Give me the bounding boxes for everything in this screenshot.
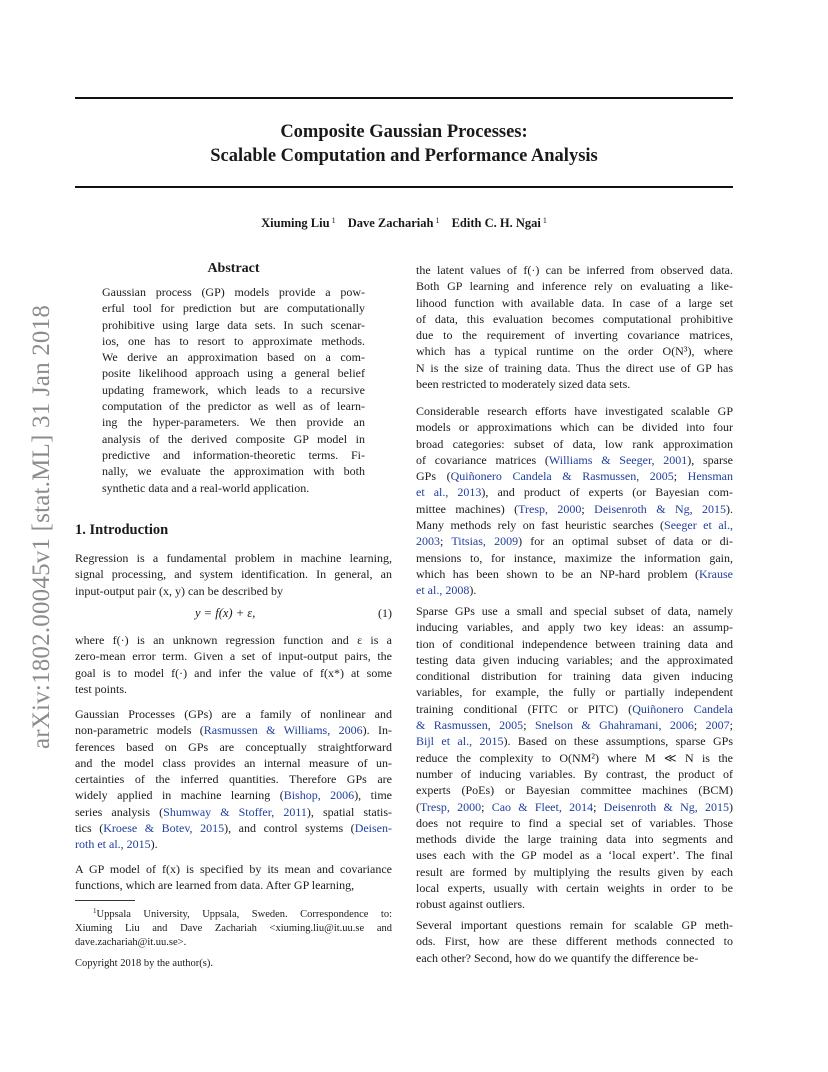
text-line: does not require to find a special set of variables. Those: [416, 815, 733, 830]
citation-link[interactable]: Shumway & Stoffer, 2011: [163, 804, 307, 819]
citation-link[interactable]: & Rasmussen, 2005: [416, 718, 524, 733]
text-line: mensions to, for instance, maximize the information gain,: [416, 550, 733, 565]
citation-link[interactable]: 2003: [416, 534, 440, 549]
text-line: Several important questions remain for scalable GP meth-: [416, 918, 733, 932]
text-line: functions, which are learned from data. After GP learning,: [75, 878, 355, 893]
paper-title: [75, 120, 733, 168]
text-line: conditional distribution for training data given inducing: [416, 669, 733, 684]
text-line: non-parametric models (Rasmussen & Williams, 2006). In-: [75, 723, 392, 738]
text-line: which has a typical runtime on the order O(N³), where: [416, 344, 733, 359]
text-line: broad categories: subset of data, low rank approximation: [416, 436, 733, 451]
right-paragraph-2: [416, 403, 733, 599]
text-line: result are formed by multiplying the results given by each: [416, 864, 733, 879]
text-line: robust against outliers.: [416, 897, 525, 912]
text-line: synthetic data and a real-world application.: [102, 480, 310, 495]
citation-link[interactable]: Bishop, 2006: [283, 788, 355, 803]
text-line: Many methods rely on fast heuristic searches (Seeger et al.,: [416, 518, 733, 533]
author: [261, 216, 344, 230]
text-line: training conditional (FITC or PITC) (Quiñonero Candela: [416, 701, 734, 716]
abstract-body: [102, 284, 365, 496]
citation-link[interactable]: Tresp, 2000: [518, 501, 582, 516]
right-paragraph-1: [416, 262, 733, 392]
citation-link[interactable]: Snelson & Ghahramani, 2006: [534, 718, 694, 733]
text-line: ferences based on GPs are conceptually straightforward: [75, 739, 392, 754]
text-line: 2003; Titsias, 2009) for an optimal subset of data or di-: [416, 534, 733, 549]
text-line: of data, this evaluation becomes computational prohibitive: [416, 311, 733, 326]
footnote-line: dave.zachariah@it.uu.se>.: [75, 937, 187, 948]
text-line: uses each with the GP model as a ‘local expert’. The final: [416, 848, 733, 863]
copyright-notice: Copyright 2018 by the author(s).: [75, 958, 213, 969]
text-line: A GP model of f(x) is specified by its mean and covariance: [75, 862, 392, 876]
text-line: reduce the complexity to O(NM²) where M ≪ N is the: [416, 750, 733, 765]
text-line: tics (Kroese & Botev, 2015), and control systems (Deisen-: [75, 821, 393, 836]
text-line: models or approximations which can be divided into four: [416, 420, 733, 435]
text-line: variables, for example, the fully or partially independent: [416, 685, 733, 700]
author-name: Xiuming Liu: [261, 216, 330, 230]
text-line: where f(·) is an unknown regression function and ε is a: [75, 633, 392, 647]
text-line: inducing variables, and apply two key ideas: an assump-: [416, 620, 733, 635]
right-paragraph-4: [416, 917, 733, 966]
footnote-line: Xiuming Liu and Dave Zachariah <xiuming.liu@it.uu.se and: [75, 923, 392, 934]
intro-paragraph-4: [75, 861, 392, 894]
citation-link[interactable]: 2007: [705, 718, 730, 733]
footnote-rule: [75, 900, 135, 901]
citation-link[interactable]: roth et al., 2015: [75, 837, 151, 852]
text-line: Both GP learning and inference rely on evaluating a like-: [416, 279, 733, 294]
text-line: et al., 2013), and product of experts (or Bayesian com-: [416, 485, 733, 500]
text-line: erful tool for prediction but are computationally: [102, 301, 365, 316]
text-line: ods. First, how are these different methods connected to: [416, 934, 733, 949]
text-line: We derive an approximation based on a com-: [102, 350, 365, 365]
right-paragraph-3: [416, 603, 733, 913]
citation-link[interactable]: Deisenroth & Ng, 2015: [594, 501, 727, 516]
text-line: lihood function with available data. In case of a large set: [416, 295, 733, 310]
citation-link[interactable]: Titsias, 2009: [451, 534, 519, 549]
text-line: zero-mean error term. Given a set of input-output pairs, the: [75, 649, 392, 664]
text-line: & Rasmussen, 2005; Snelson & Ghahramani, 2006; 2007;: [416, 718, 733, 733]
text-line: certainties of the inferred quantities. Therefore GPs are: [75, 772, 392, 787]
text-line: methods divide the large training data into segments and: [416, 832, 733, 847]
text-line: ios, one has to resort to approximate methods.: [102, 333, 365, 348]
footnote: [75, 904, 392, 950]
text-line: mittee machines) (Tresp, 2000; Deisenroth & Ng, 2015).: [416, 501, 734, 516]
intro-paragraph-1: [75, 550, 392, 599]
citation-link[interactable]: Krause: [699, 566, 733, 581]
text-line: updating framework, which leads to a recursive: [102, 382, 365, 397]
abstract-heading: Abstract: [207, 261, 260, 276]
text-line: local experts, usually with certain weights in order to be: [416, 881, 733, 896]
text-line: test points.: [75, 681, 128, 696]
citation-link[interactable]: Tresp, 2000: [420, 799, 482, 814]
text-line: predictive and information-theoretic terms. Fi-: [102, 447, 365, 462]
text-line: goal is to model f(·) and infer the value of f(x*) at some: [75, 665, 392, 680]
citation-link[interactable]: Bijl et al., 2015: [416, 734, 504, 749]
text-line: experts (PoEs) or Bayesian committee machines (BCM): [416, 783, 733, 798]
author-affiliation-marker: 1: [435, 216, 440, 225]
text-line: due to the requirement of inverting covariance matrices,: [416, 328, 733, 343]
text-line: Gaussian Processes (GPs) are a family of nonlinear and: [75, 707, 392, 721]
text-line: posite likelihood approach using a general belief: [102, 366, 365, 381]
text-line: tion of conditional independence between training data and: [416, 636, 733, 651]
citation-link[interactable]: Hensman: [687, 469, 733, 484]
author: [348, 216, 449, 230]
citation-link[interactable]: et al., 2008: [416, 583, 470, 598]
citation-link[interactable]: Cao & Fleet, 2014: [491, 799, 594, 814]
text-line: roth et al., 2015).: [75, 837, 158, 852]
intro-paragraph-3: [75, 706, 392, 853]
citation-link[interactable]: Kroese & Botev, 2015: [103, 821, 225, 836]
text-line: N is the size of training data. Thus the direct use of GP has: [416, 360, 733, 375]
text-line: been restricted to moderately sized data sets.: [416, 377, 631, 392]
title-bottom-rule: [75, 186, 733, 188]
intro-paragraph-2: [75, 632, 392, 697]
citation-link[interactable]: Seeger et al.,: [664, 518, 733, 533]
author-name: Dave Zachariah: [347, 216, 434, 230]
text-line: the latent values of f(·) can be inferred from observed data.: [416, 263, 733, 277]
section-heading-introduction: 1. Introduction: [75, 522, 169, 538]
text-line: et al., 2008).: [416, 583, 477, 598]
author-name: Edith C. H. Ngai: [451, 216, 541, 230]
text-line: signal processing, and system identification. In general, an: [75, 567, 392, 582]
citation-link[interactable]: Deisen-: [354, 821, 393, 836]
citation-link[interactable]: Deisenroth & Ng, 2015: [603, 799, 730, 814]
text-line: Sparse GPs use a small and special subset of data, namely: [416, 604, 733, 618]
text-line: nally, we evaluate the approximation with both: [102, 464, 365, 479]
text-line: series analysis (Shumway & Stoffer, 2011), spatial statis-: [75, 804, 393, 819]
text-line: (Tresp, 2000; Cao & Fleet, 2014; Deisenroth & Ng, 2015): [416, 799, 734, 814]
author-affiliation-marker: 1: [331, 216, 336, 225]
text-line: widely applied in machine learning (Bishop, 2006), time: [75, 788, 392, 803]
citation-link[interactable]: Williams & Seeger, 2001: [548, 452, 688, 467]
text-line: prohibitive using large data sets. In such scenar-: [102, 317, 365, 332]
text-line: and the model class provides an internal measure of un-: [75, 755, 392, 770]
text-line: of covariance matrices (Williams & Seeger, 2001), sparse: [416, 452, 734, 467]
text-line: number of inducing variables. By contrast, the product of: [416, 766, 733, 781]
text-line: ing the hyper-parameters. We then provide an: [102, 415, 365, 430]
text-line: Bijl et al., 2015). Based on these assumptions, sparse GPs: [416, 734, 733, 749]
text-line: input-output pair (x, y) can be described by: [75, 583, 283, 598]
text-line: Regression is a fundamental problem in machine learning,: [75, 551, 392, 565]
text-line: analysis of the derived composite GP model in: [102, 431, 365, 446]
text-line: Considerable research efforts have investigated scalable GP: [416, 404, 733, 418]
author-list: [75, 216, 733, 231]
citation-link[interactable]: Quiñonero Candela & Rasmussen, 2005: [450, 469, 674, 484]
author: [452, 216, 547, 230]
text-line: testing data given inducing variables; and the approximated: [416, 652, 733, 667]
citation-link[interactable]: Quiñonero Candela: [632, 701, 734, 716]
text-line: each other? Second, how do we quantify the difference be-: [416, 950, 699, 965]
citation-link[interactable]: Rasmussen & Williams, 2006: [203, 723, 363, 738]
citation-link[interactable]: et al., 2013: [416, 485, 482, 500]
top-rule: [75, 97, 733, 99]
title-line-2: Scalable Computation and Performance Analysis: [210, 146, 598, 166]
text-line: which has been shown to be an NP-hard problem (Krause: [416, 566, 733, 581]
text-line: Gaussian process (GP) models provide a pow-: [102, 285, 365, 299]
text-line: computation of the predictor as well as of learn-: [102, 399, 365, 414]
footnote-line: $^1$Uppsala University, Uppsala, Sweden. Correspondence to:: [93, 907, 392, 920]
text-line: GPs (Quiñonero Candela & Rasmussen, 2005; Hensman: [416, 469, 733, 484]
title-line-1: Composite Gaussian Processes:: [280, 122, 528, 142]
arxiv-identifier: arXiv:1802.00045v1 [stat.ML] 31 Jan 2018: [28, 304, 55, 750]
equation-number: (1): [378, 606, 392, 620]
equation-body: y = f(x) + ε,: [195, 606, 256, 620]
footnote-marker: 1: [93, 907, 97, 915]
author-affiliation-marker: 1: [542, 216, 547, 225]
